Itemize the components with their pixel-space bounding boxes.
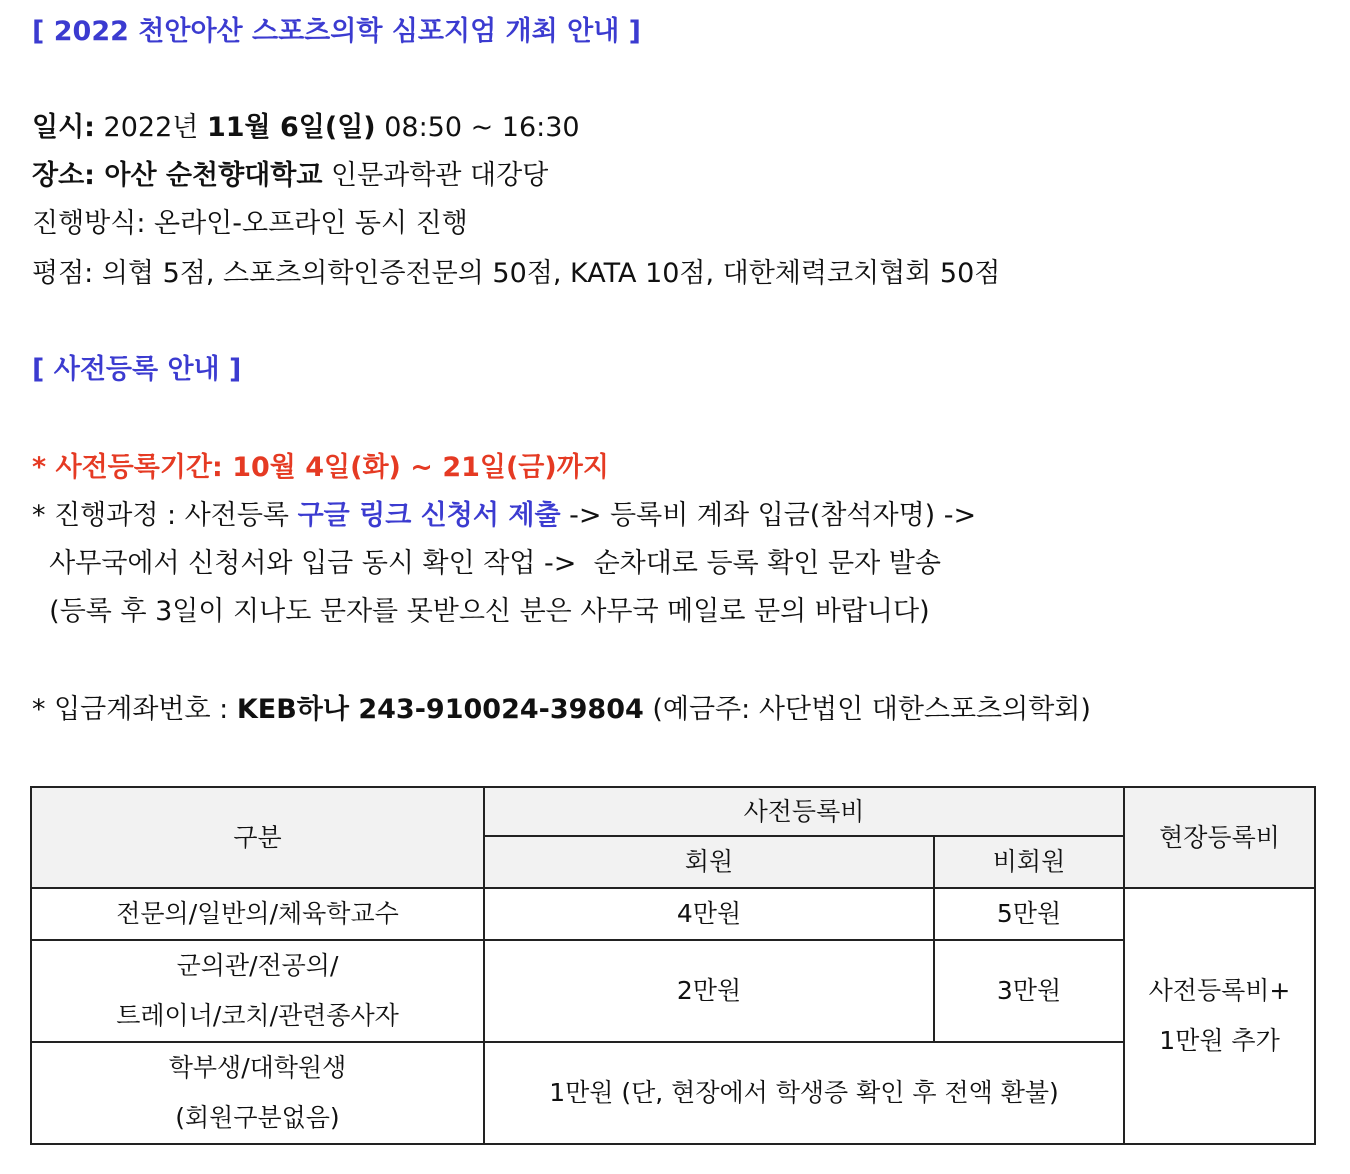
- process-line-2: 사무국에서 신청서와 입금 동시 확인 작업 -> 순차대로 등록 확인 문자 발송: [32, 548, 941, 579]
- onsite-fee-cell: [1124, 888, 1315, 1144]
- category-line: 학부생/대학원생: [168, 1053, 347, 1082]
- table-header-row: [31, 787, 1315, 836]
- account-line: [32, 692, 1091, 728]
- place-hall: 인문과학관 대강당: [322, 160, 549, 191]
- registration-heading: [ 사전등록 안내 ]: [32, 354, 242, 385]
- google-form-link[interactable]: 구글 링크 신청서 제출: [297, 500, 561, 531]
- fee-table: [30, 786, 1316, 1145]
- place-line: [32, 158, 548, 194]
- category-line: 군의관/전공의/: [176, 951, 339, 980]
- process-suffix: -> 등록비 계좌 입금(참석자명) ->: [560, 500, 977, 531]
- row-category: 전문의/일반의/체육학교수: [31, 888, 484, 940]
- table-row: [31, 888, 1315, 940]
- onsite-fee-header: 현장등록비: [1124, 787, 1315, 888]
- member-fee: 2만원: [484, 940, 934, 1042]
- account-number: KEB하나 243-910024-39804: [236, 694, 644, 725]
- row-category: [31, 940, 484, 1042]
- date-year: 2022년: [94, 112, 207, 143]
- student-fee: 1만원 (단, 현장에서 학생증 확인 후 전액 환불): [484, 1042, 1124, 1144]
- non-member-fee: 3만원: [934, 940, 1124, 1042]
- non-member-header: 비회원: [934, 836, 1124, 888]
- category-line: 트레이너/코치/관련종사자: [116, 1001, 399, 1030]
- member-header: 회원: [484, 836, 934, 888]
- table-row: [31, 1042, 1315, 1144]
- row-category: [31, 1042, 484, 1144]
- account-label: * 입금계좌번호 :: [32, 694, 237, 725]
- date-line: [32, 110, 580, 146]
- onsite-fee-line: 사전등록비+: [1148, 976, 1291, 1005]
- onsite-fee-line: 1만원 추가: [1159, 1026, 1280, 1055]
- non-member-fee: 5만원: [934, 888, 1124, 940]
- date-day: 11월 6일(일): [206, 112, 376, 143]
- category-header: 구분: [31, 787, 484, 888]
- member-fee: 4만원: [484, 888, 934, 940]
- method-line: 진행방식: 온라인-오프라인 동시 진행: [32, 208, 468, 239]
- notice-title: [ 2022 천안아산 스포츠의학 심포지엄 개최 안내 ]: [32, 16, 642, 47]
- account-holder: (예금주: 사단법인 대한스포츠의학회): [643, 694, 1091, 725]
- date-label: 일시:: [32, 112, 95, 143]
- process-line-3: (등록 후 3일이 지나도 문자를 못받으신 분은 사무국 메일로 문의 바랍니다): [32, 596, 930, 627]
- process-prefix: * 진행과정 : 사전등록: [32, 500, 298, 531]
- registration-period: * 사전등록기간: 10월 4일(화) ~ 21일(금)까지: [32, 452, 609, 483]
- pre-registration-header: 사전등록비: [484, 787, 1124, 836]
- process-line-1: [32, 498, 976, 534]
- credits-line: 평점: 의협 5점, 스포츠의학인증전문의 50점, KATA 10점, 대한체력코치협회 50점: [32, 258, 1001, 289]
- category-line: (회원구분없음): [175, 1103, 340, 1132]
- table-row: [31, 940, 1315, 1042]
- place-label: 장소: 아산 순천향대학교: [32, 160, 323, 191]
- date-time: 08:50 ~ 16:30: [375, 112, 580, 143]
